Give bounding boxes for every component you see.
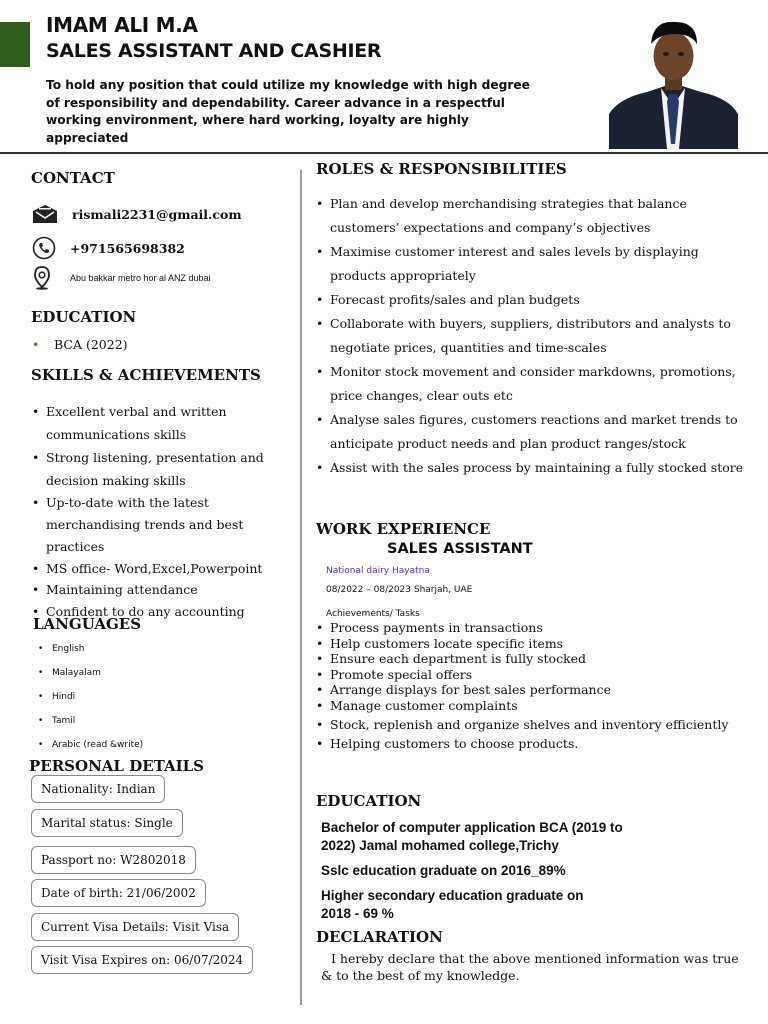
skills-list	[32, 400, 300, 623]
list-item: • BCA (2022)	[32, 337, 128, 352]
email-text: rismali2231@gmail.com	[72, 206, 242, 222]
list-item: • Helping customers to choose products.	[316, 736, 756, 752]
list-item: • Monitor stock movement and consider markdowns, promotions, price changes, clear outs etc	[316, 360, 756, 408]
roles-heading: ROLES & RESPONSIBILITIES	[316, 160, 567, 178]
profile-photo	[609, 14, 738, 149]
phone-icon	[32, 236, 56, 260]
list-item: • Process payments in transactions	[316, 620, 756, 636]
list-item: • Analyse sales figures, customers reactions and market trends to anticipate product needs and plan product ranges/stock	[316, 408, 756, 456]
employment-dates: 08/2022 – 08/2023 Sharjah, UAE	[326, 585, 473, 595]
list-item: • Up-to-date with the latest merchandising trends and best practices	[32, 492, 300, 558]
languages-heading: LANGUAGES	[33, 615, 142, 633]
candidate-name: IMAM ALI M.A	[46, 13, 198, 37]
visa-details-box: Current Visa Details: Visit Visa	[31, 913, 239, 941]
languages-list	[38, 637, 143, 757]
list-item: • Maintaining attendance	[32, 579, 300, 600]
roles-list	[316, 192, 756, 480]
contact-address	[32, 266, 211, 290]
list-item: • Manage customer complaints	[316, 698, 756, 714]
nationality-box: Nationality: Indian	[31, 775, 165, 803]
accent-bar	[0, 22, 30, 67]
list-item: • Confident to do any accounting	[32, 600, 300, 623]
declaration-heading: DECLARATION	[316, 928, 443, 946]
visa-expiry-box: Visit Visa Expires on: 06/07/2024	[31, 946, 253, 974]
marital-status-box: Marital status: Single	[31, 809, 183, 837]
contact-phone	[32, 236, 185, 260]
envelope-icon	[32, 204, 58, 224]
list-item: • Forecast profits/sales and plan budgets	[316, 288, 756, 312]
list-item: • Strong listening, presentation and decision making skills	[32, 446, 300, 492]
date-of-birth-box: Date of birth: 21/06/2002	[31, 879, 206, 907]
list-item: • Arabic (read &write)	[38, 733, 143, 757]
work-heading: WORK EXPERIENCE	[316, 520, 491, 538]
declaration-text: I hereby declare that the above mentioned information was true & to the best of my knowledge.	[321, 951, 739, 983]
list-item: • Stock, replenish and organize shelves and inventory efficiently	[316, 713, 756, 736]
list-item: • MS office- Word,Excel,Powerpoint	[32, 558, 300, 579]
career-objective: To hold any position that could utilize my knowledge with high degree of responsibility and dependability. Career advance in a respectful working environment, where hard working, loyalty are highly appreciated	[46, 78, 530, 145]
list-item: • Plan and develop merchandising strategies that balance customers’ expectations and company’s objectives	[316, 192, 756, 240]
header-divider	[0, 152, 768, 154]
list-item: • Hindi	[38, 685, 143, 709]
job-title: SALES ASSISTANT	[387, 541, 533, 557]
address-text: Abu bakkar metro hor al ANZ dubai	[70, 273, 211, 283]
list-item: • English	[38, 637, 143, 661]
list-item: • Maximise customer interest and sales levels by displaying products appropriately	[316, 240, 756, 288]
contact-email	[32, 204, 242, 224]
list-item: • Promote special offers	[316, 667, 756, 683]
list-item: • Tamil	[38, 709, 143, 733]
education-left-heading: EDUCATION	[31, 308, 137, 326]
skills-heading: SKILLS & ACHIEVEMENTS	[31, 366, 261, 384]
list-item: • Assist with the sales process by maintaining a fully stocked store	[316, 456, 756, 480]
column-divider	[300, 170, 302, 1005]
personal-heading: PERSONAL DETAILS	[29, 757, 205, 775]
list-item: • Ensure each department is fully stocked	[316, 651, 756, 667]
list-item: • Excellent verbal and written communications skills	[32, 400, 300, 446]
phone-text: +971565698382	[70, 240, 185, 256]
tasks-label: Achievements/ Tasks	[326, 609, 420, 619]
employer-name: National dairy Hayatna	[326, 566, 430, 576]
education-right-heading: EDUCATION	[316, 792, 422, 810]
list-item: • Collaborate with buyers, suppliers, distributors and analysts to negotiate prices, quantities and time-scales	[316, 312, 756, 360]
education-entry: Higher secondary education graduate on 2018 - 69 %	[321, 888, 584, 921]
contact-heading: CONTACT	[31, 169, 115, 187]
education-entry: Sslc education graduate on 2016_89%	[321, 863, 566, 878]
education-left-list	[32, 337, 128, 352]
list-item: • Malayalam	[38, 661, 143, 685]
list-item: • Arrange displays for best sales performance	[316, 682, 756, 698]
passport-box: Passport no: W2802018	[31, 846, 196, 874]
list-item: • Help customers locate specific items	[316, 636, 756, 652]
tasks-list	[316, 620, 756, 752]
location-pin-icon	[32, 266, 52, 290]
education-entry: Bachelor of computer application BCA (2019 to 2022) Jamal mohamed college,Trichy	[321, 820, 623, 853]
candidate-role: SALES ASSISTANT AND CASHIER	[46, 40, 382, 62]
